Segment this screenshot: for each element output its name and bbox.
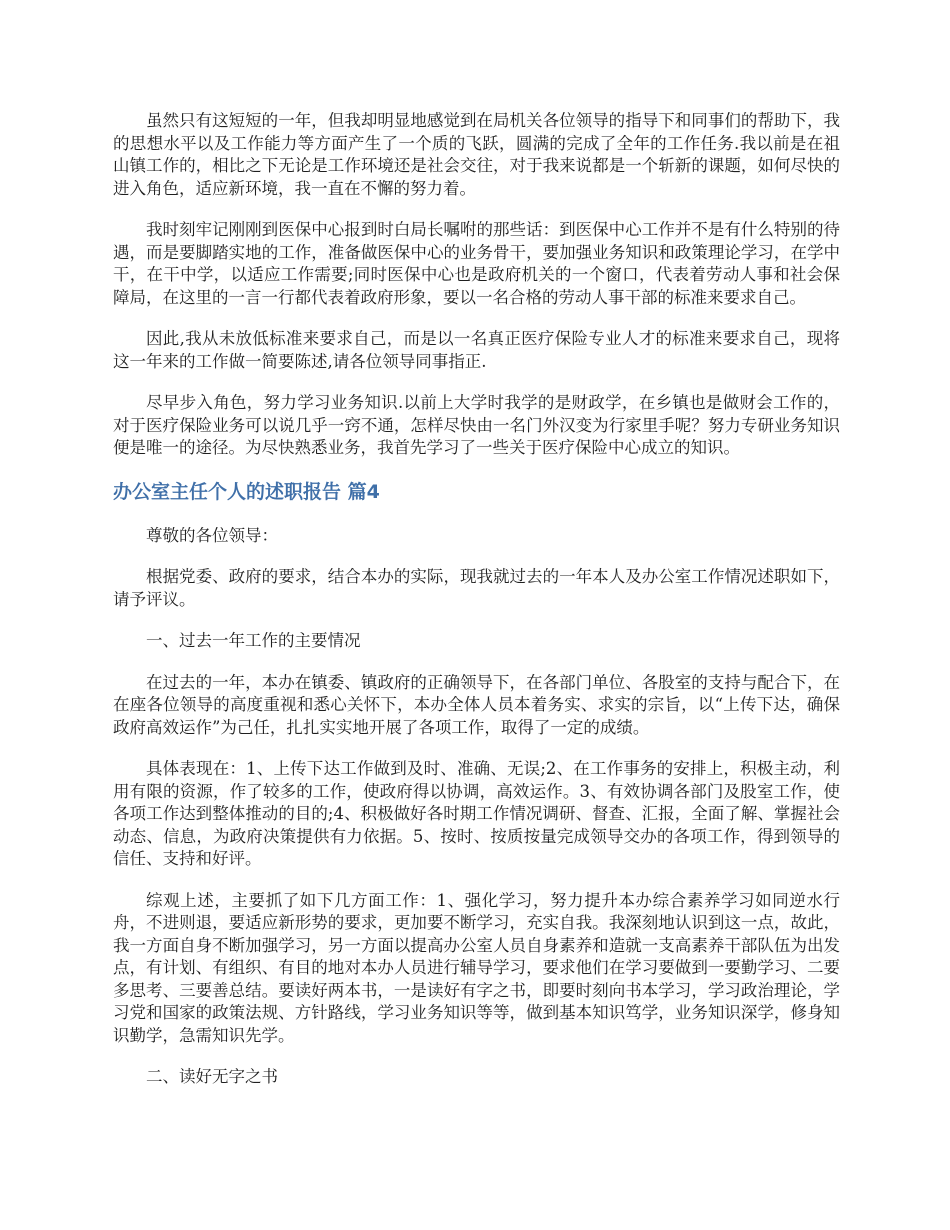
greeting-paragraph: 尊敬的各位领导： — [146, 525, 278, 545]
body-paragraph: 尽早步入角色，努力学习业务知识.以前上大学时我学的是财政学，在乡镇也是做财会工作的，对于医疗保险业务可以说几乎一窍不通，怎样尽快由一名门外汉变为行家里手呢？努力专研业务知识便是唯一的途径。为尽快熟悉业务，我首先学习了一些关于医疗保险中心成立的知识。 — [113, 393, 840, 457]
body-paragraph: 因此,我从未放低标准来要求自己，而是以一名真正医疗保险专业人才的标准来要求自己，现将这一年来的工作做一简要陈述,请各位领导同事指正. — [113, 329, 840, 371]
body-paragraph: 在过去的一年，本办在镇委、镇政府的正确领导下，在各部门单位、各股室的支持与配合下，在在座各位领导的高度重视和悉心关怀下，本办全体人员本着务实、求实的宗旨，以“上传下达，确保政府高效运作”为己任，扎扎实实地开展了各项工作，取得了一定的成绩。 — [113, 672, 840, 737]
body-paragraph: 具体表现在：1、上传下达工作做到及时、准确、无误;2、在工作事务的安排上，积极主动，利用有限的资源，作了较多的工作，使政府得以协调，高效运作。3、有效协调各部门及股室工作，使各项工作达到整体推动的目的;4、积极做好各时期工作情况调研、督查、汇报，全面了解、掌握社会动态、信息，为政府决策提供有力依据。5、按时、按质按量完成领导交办的各项工作，得到领导的信任、支持和好评。 — [113, 759, 840, 868]
body-paragraph: 我时刻牢记刚刚到医保中心报到时白局长嘱咐的那些话：到医保中心工作并不是有什么特别的待遇，而是要脚踏实地的工作，准备做医保中心的业务骨干，要加强业务知识和政策理论学习，在学中干，在干中学，以适应工作需要;同时医保中心也是政府机关的一个窗口，代表着劳动人事和社会保障局，在这里的一言一行都代表着政府形象，要以一名合格的劳动人事干部的标准来要求自己。 — [113, 220, 840, 307]
body-paragraph: 综观上述，主要抓了如下几方面工作：1、强化学习，努力提升本办综合素养学习如同逆水行舟，不进则退，要适应新形势的要求，更加要不断学习，充实自我。我深刻地认识到这一点，故此，我一方面自身不断加强学习，另一方面以提高办公室人员自身素养和造就一支高素养干部队伍为出发点，有计划、有组织、有目的地对本办人员进行辅导学习，要求他们在学习要做到一要勤学习、二要多思考、三要善总结。要读好两本书，一是读好有字之书，即要时刻向书本学习，学习政治理论，学习党和国家的政策法规、方针路线，学习业务知识等等，做到基本知识笃学，业务知识深学，修身知识勤学，急需知识先学。 — [113, 890, 840, 1045]
body-paragraph: 根据党委、政府的要求，结合本办的实际，现我就过去的一年本人及办公室工作情况述职如下，请予评议。 — [113, 567, 840, 609]
subsection-title: 二、读好无字之书 — [146, 1067, 278, 1086]
subsection-title: 一、过去一年工作的主要情况 — [146, 631, 361, 650]
section-heading: 办公室主任个人的述职报告 篇4 — [113, 480, 380, 503]
document-body — [113, 110, 840, 1108]
body-paragraph: 虽然只有这短短的一年，但我却明显地感觉到在局机关各位领导的指导下和同事们的帮助下，我的思想水平以及工作能力等方面产生了一个质的飞跃，圆满的完成了全年的工作任务.我以前是在祖山镇工作的，相比之下无论是工作环境还是社会交往，对于我来说都是一个斩新的课题，如何尽快的进入角色，适应新环境，我一直在不懈的努力着。 — [113, 111, 840, 198]
